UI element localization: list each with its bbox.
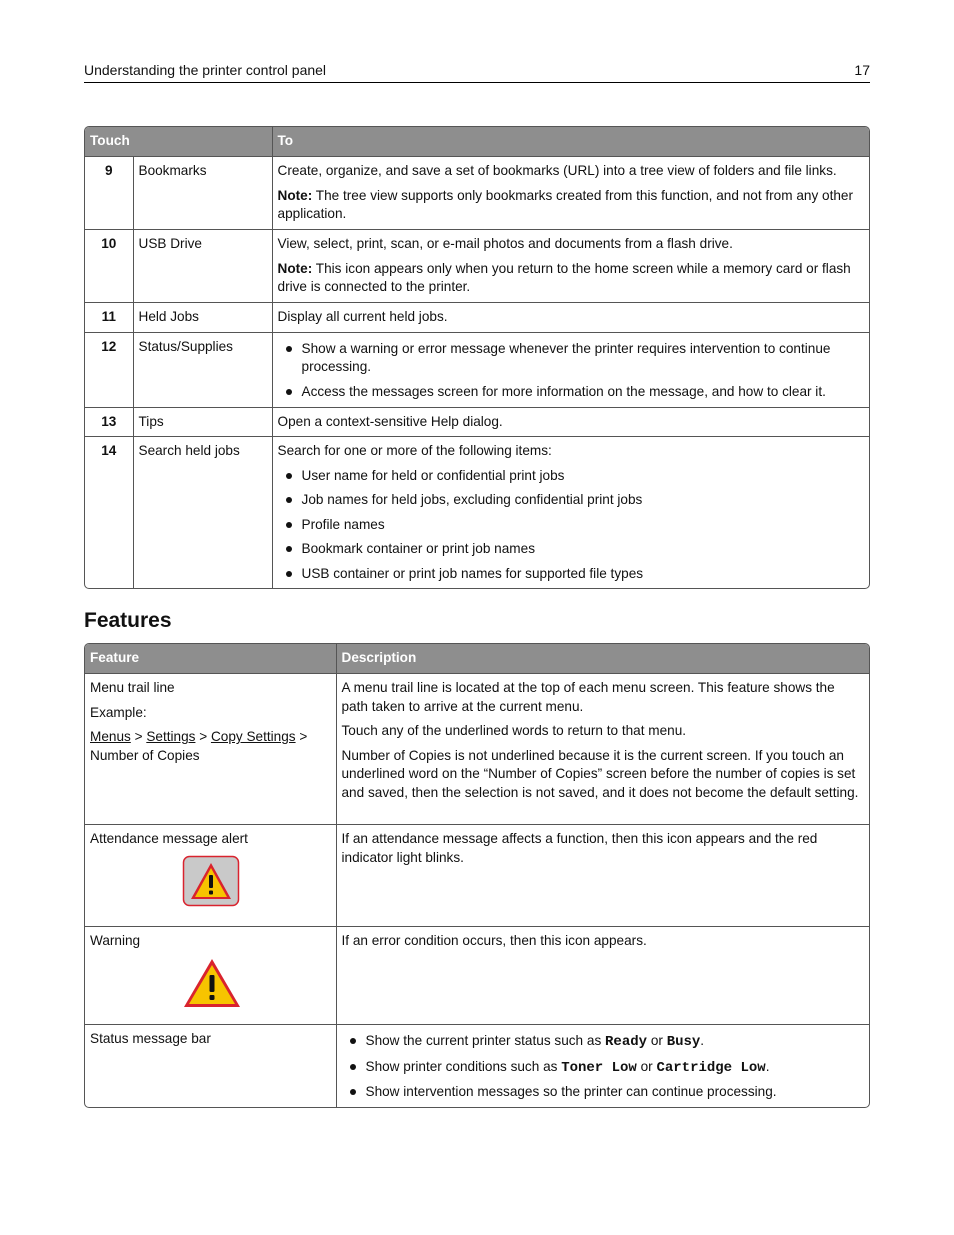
table-row xyxy=(85,927,869,1025)
page-number: 17 xyxy=(854,62,870,78)
note-text xyxy=(278,187,864,224)
feature-description-cell xyxy=(336,1025,869,1107)
note-body: The tree view supports only bookmarks created from this function, and not from any other application. xyxy=(277,187,854,221)
status-cartridge-low-code: Cartridge Low xyxy=(656,1059,766,1076)
touch-table xyxy=(84,126,870,589)
row-number: 12 xyxy=(85,332,133,407)
feature-name-cell xyxy=(85,927,336,1025)
bullet-list xyxy=(278,340,864,402)
row-number: 10 xyxy=(85,230,133,303)
list-text: . xyxy=(700,1033,705,1048)
list-item: User name for held or confidential print jobs xyxy=(278,467,864,486)
row-number: 9 xyxy=(85,157,133,230)
row-name: Held Jobs xyxy=(133,303,272,333)
feature-name-cell xyxy=(85,674,336,825)
feature-description-cell xyxy=(336,674,869,825)
note-label: Note: xyxy=(277,187,313,203)
table-row xyxy=(85,332,869,407)
list-text: or xyxy=(636,1058,657,1074)
row-number: 13 xyxy=(85,407,133,437)
status-ready-code: Ready xyxy=(605,1034,648,1050)
menu-trail-link-copy-settings[interactable]: Copy Settings xyxy=(210,729,296,744)
features-table xyxy=(84,643,870,1108)
running-head xyxy=(84,60,870,83)
list-item: USB container or print job names for supported file types xyxy=(278,565,864,584)
touch-table-header xyxy=(85,127,869,157)
row-description xyxy=(272,437,869,589)
features-table-header xyxy=(85,644,869,674)
column-header-touch: Touch xyxy=(85,127,272,157)
warning-icon xyxy=(90,957,331,1015)
row-description xyxy=(272,332,869,407)
feature-name: Attendance message alert xyxy=(90,831,248,846)
menu-trail-link-settings[interactable]: Settings xyxy=(146,729,196,744)
feature-description-cell: If an attendance message affects a function, then this icon appears and the red indicator light blinks. xyxy=(336,825,869,927)
table-row xyxy=(85,407,869,437)
list-text: or xyxy=(647,1033,667,1048)
description-text: A menu trail line is located at the top of each menu screen. This feature shows the path taken to arrive at the current menu. xyxy=(341,680,835,714)
row-number: 11 xyxy=(85,303,133,333)
feature-description-cell: If an error condition occurs, then this icon appears. xyxy=(336,927,869,1025)
description-text: Search for one or more of the following items: xyxy=(277,443,552,458)
menu-trail-example xyxy=(90,728,331,765)
running-head-title: Understanding the printer control panel xyxy=(84,62,327,78)
description-text: View, select, print, scan, or e-mail photos and documents from a flash drive. xyxy=(277,236,733,251)
note-body: This icon appears only when you return to the home screen while a memory card or flash drive is connected to the printer. xyxy=(277,260,851,294)
row-description: Open a context-sensitive Help dialog. xyxy=(272,407,869,437)
list-text: Show the current printer status such as xyxy=(365,1033,606,1048)
row-description xyxy=(272,230,869,303)
menu-trail-link-menus[interactable]: Menus xyxy=(90,729,131,744)
note-text xyxy=(278,260,864,297)
feature-name-cell xyxy=(85,825,336,927)
column-header-description: Description xyxy=(336,644,869,674)
column-header-to: To xyxy=(272,127,869,157)
list-item: Job names for held jobs, excluding confidential print jobs xyxy=(278,491,864,510)
row-description xyxy=(272,157,869,230)
table-row xyxy=(85,437,869,589)
menu-trail-separator: > xyxy=(295,729,308,744)
example-label: Example: xyxy=(90,704,147,720)
feature-name: Menu trail line xyxy=(90,680,175,695)
table-row xyxy=(85,1025,869,1107)
menu-trail-separator: > xyxy=(130,729,147,744)
menu-trail-current: Number of Copies xyxy=(90,747,200,763)
list-text: . xyxy=(765,1058,770,1074)
menu-trail-separator: > xyxy=(195,729,211,744)
table-row xyxy=(85,157,869,230)
list-item: Show intervention messages so the printer can continue processing. xyxy=(342,1083,865,1102)
row-name: Search held jobs xyxy=(133,437,272,589)
row-name: Bookmarks xyxy=(133,157,272,230)
status-toner-low-code: Toner Low xyxy=(561,1059,637,1076)
table-row xyxy=(85,230,869,303)
status-busy-code: Busy xyxy=(666,1034,701,1050)
row-name: USB Drive xyxy=(133,230,272,303)
note-label: Note: xyxy=(277,260,313,276)
list-item xyxy=(342,1058,865,1078)
table-row xyxy=(85,674,869,825)
table-row xyxy=(85,303,869,333)
row-name: Status/Supplies xyxy=(133,332,272,407)
column-header-feature: Feature xyxy=(85,644,336,674)
description-text: Create, organize, and save a set of bookmarks (URL) into a tree view of folders and file links. xyxy=(277,163,837,178)
row-description: Display all current held jobs. xyxy=(272,303,869,333)
bullet-list xyxy=(342,1032,865,1102)
description-text: Touch any of the underlined words to return to that menu. xyxy=(341,723,687,738)
list-item: Show a warning or error message whenever the printer requires intervention to continue processing. xyxy=(278,340,864,377)
list-item: Profile names xyxy=(278,516,864,535)
list-item xyxy=(342,1032,865,1052)
section-title-features: Features xyxy=(84,609,172,632)
attendance-alert-icon xyxy=(90,855,331,913)
list-text: Show printer conditions such as xyxy=(365,1058,562,1074)
feature-name: Warning xyxy=(90,933,141,948)
feature-name-cell: Status message bar xyxy=(85,1025,336,1107)
list-item: Bookmark container or print job names xyxy=(278,540,864,559)
list-item: Access the messages screen for more information on the message, and how to clear it. xyxy=(278,383,864,402)
table-row xyxy=(85,825,869,927)
bullet-list xyxy=(278,467,864,584)
description-text: Number of Copies is not underlined because it is the current screen. If you touch an underlined word on the “Number of Copies” screen before the number of copies is set and saved, then the selection is not saved, and it does not become the default setting. xyxy=(341,747,859,800)
row-name: Tips xyxy=(133,407,272,437)
row-number: 14 xyxy=(85,437,133,589)
